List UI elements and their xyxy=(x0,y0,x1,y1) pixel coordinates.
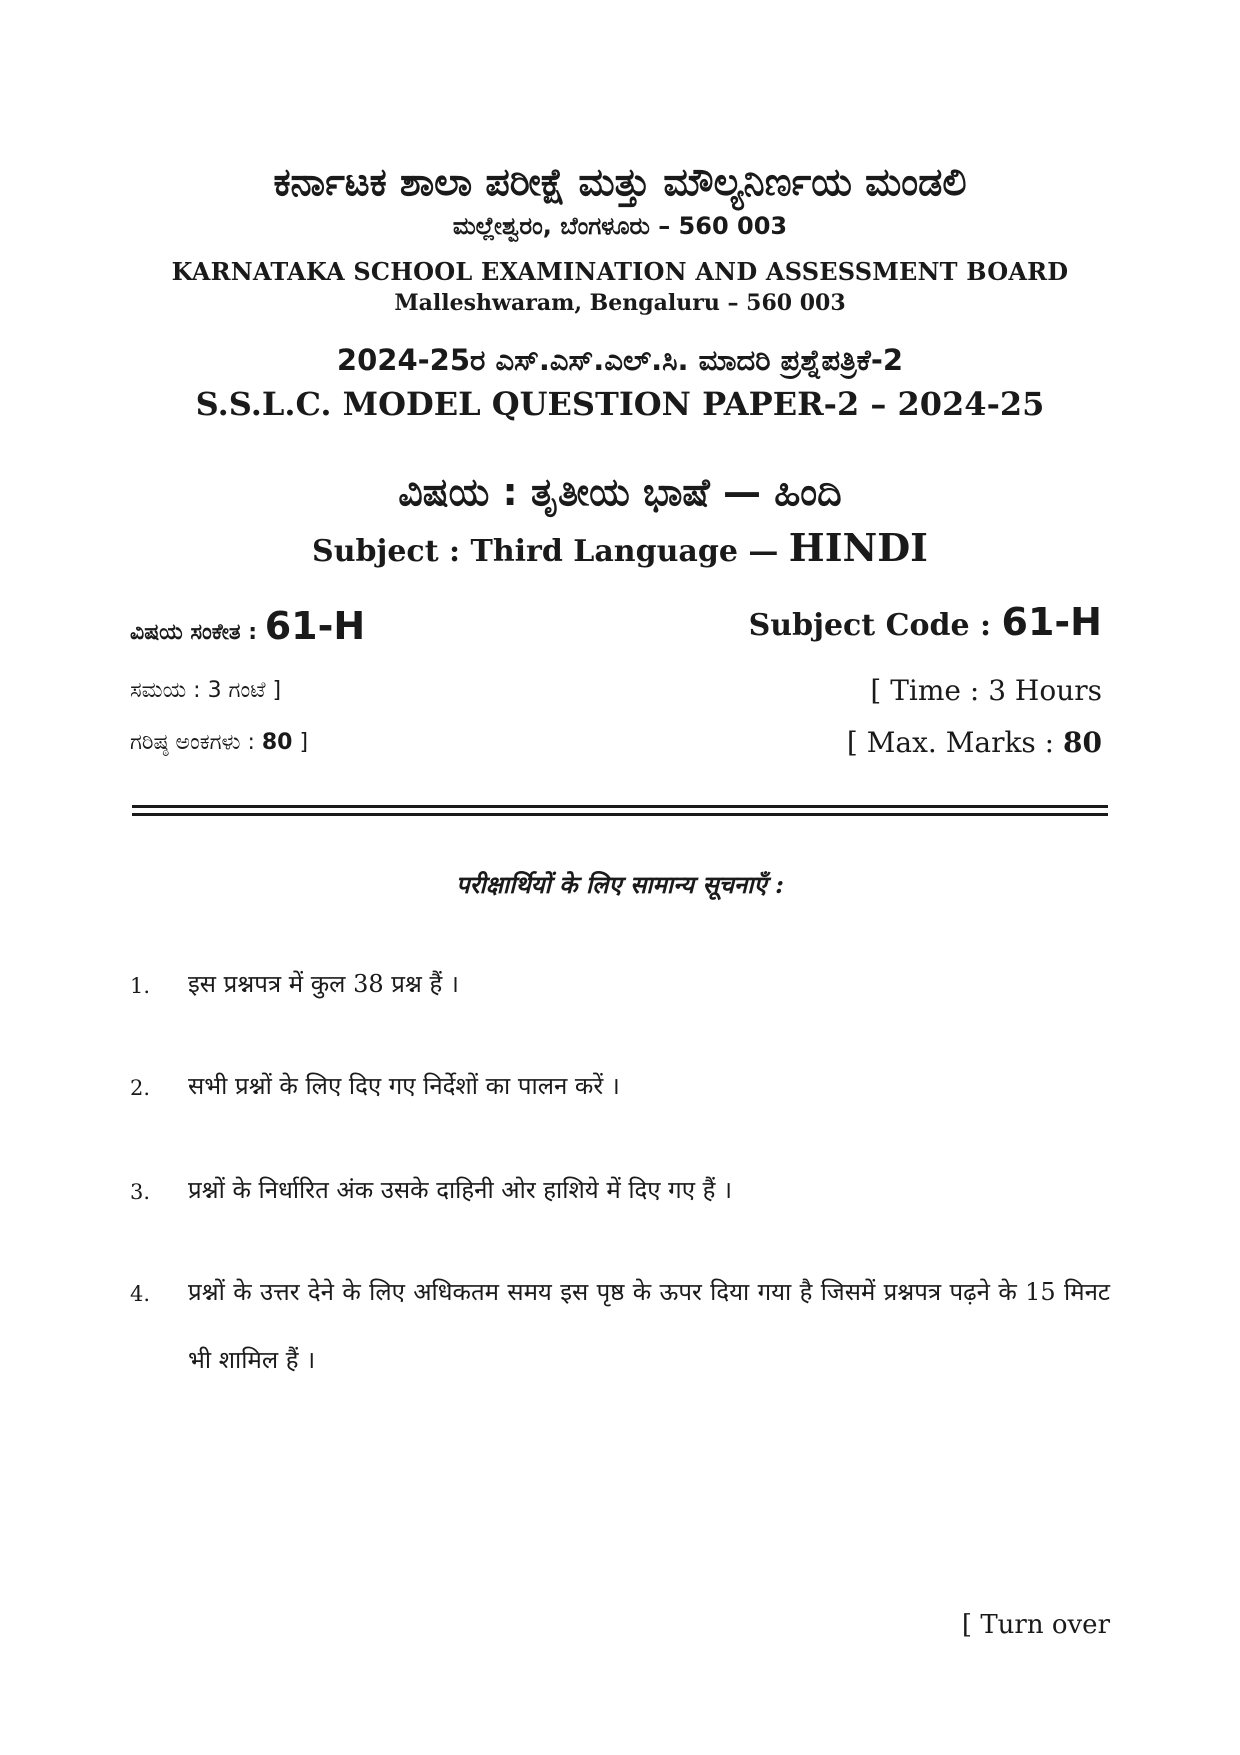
subject-code-english-value: 61-H xyxy=(1001,600,1102,644)
instruction-text: प्रश्नों के उत्तर देने के लिए अधिकतम समय इस पृष्ठ के ऊपर दिया गया है जिसमें प्रश्नपत्र पढ़ने के 15 मिनट भी शामिल हैं । xyxy=(188,1278,1110,1374)
max-marks-kannada-label: ಗರಿಷ್ಠ ಅಂಕಗಳು : xyxy=(130,730,262,755)
time-kannada: ಸಮಯ : 3 ಗಂಟೆ ] xyxy=(130,678,282,703)
divider-bottom xyxy=(132,813,1108,816)
max-marks-kannada-suffix: ] xyxy=(292,730,309,755)
subject-english-prefix: Subject : Third Language — xyxy=(312,534,789,569)
instruction-text: सभी प्रश्नों के लिए दिए गए निर्देशों का पालन करें । xyxy=(188,1072,620,1100)
instruction-text: प्रश्नों के निर्धारित अंक उसके दाहिनी ओर हाशिये में दिए गए हैं । xyxy=(188,1176,733,1204)
divider-top xyxy=(132,805,1108,808)
max-marks-kannada-value: 80 xyxy=(261,730,293,755)
instruction-number: 3. xyxy=(130,1180,151,1204)
max-marks-english-value: 80 xyxy=(1063,726,1102,759)
subject-code-english xyxy=(749,600,1102,644)
instruction-number: 1. xyxy=(130,974,151,998)
subject-code-kannada-label: ವಿಷಯ ಸಂಕೇತ : xyxy=(130,620,265,645)
paper-title-english: S.S.L.C. MODEL QUESTION PAPER-2 – 2024-25 xyxy=(195,385,1045,423)
subject-kannada: ವಿಷಯ : ತೃತೀಯ ಭಾಷೆ — ಹಿಂದಿ xyxy=(398,470,842,514)
board-address-english: Malleshwaram, Bengaluru – 560 003 xyxy=(394,290,846,316)
instruction-number: 2. xyxy=(130,1076,151,1100)
max-marks-english-label: [ Max. Marks : xyxy=(846,726,1064,759)
subject-code-english-label: Subject Code : xyxy=(748,608,1002,643)
instruction-number: 4. xyxy=(130,1282,151,1306)
turn-over-note: [ Turn over xyxy=(961,1610,1110,1640)
subject-english xyxy=(0,525,1240,570)
board-name-kannada: ಕರ್ನಾಟಕ ಶಾಲಾ ಪರೀಕ್ಷೆ ಮತ್ತು ಮೌಲ್ಯನಿರ್ಣಯ ಮಂಡಲಿ xyxy=(273,160,967,204)
paper-title-kannada: 2024-25ರ ಎಸ್.ಎಸ್.ಎಲ್.ಸಿ. ಮಾದರಿ ಪ್ರಶ್ನೆಪತ್ರಿಕೆ-2 xyxy=(336,343,904,377)
max-marks-english xyxy=(847,726,1102,759)
time-english: [ Time : 3 Hours xyxy=(870,674,1102,707)
board-address-kannada: ಮಲ್ಲೇಶ್ವರಂ, ಬೆಂಗಳೂರು – 560 003 xyxy=(452,212,788,240)
instructions-heading: परीक्षार्थियों के लिए सामान्य सूचनाएँ : xyxy=(456,870,784,899)
max-marks-kannada xyxy=(130,730,308,755)
board-name-english: KARNATAKA SCHOOL EXAMINATION AND ASSESSMENT BOARD xyxy=(171,257,1069,286)
subject-code-kannada-value: 61-H xyxy=(264,604,366,648)
subject-code-kannada xyxy=(130,604,365,648)
instruction-text: इस प्रश्नपत्र में कुल 38 प्रश्न हैं । xyxy=(188,970,459,998)
subject-english-name: HINDI xyxy=(788,525,928,570)
